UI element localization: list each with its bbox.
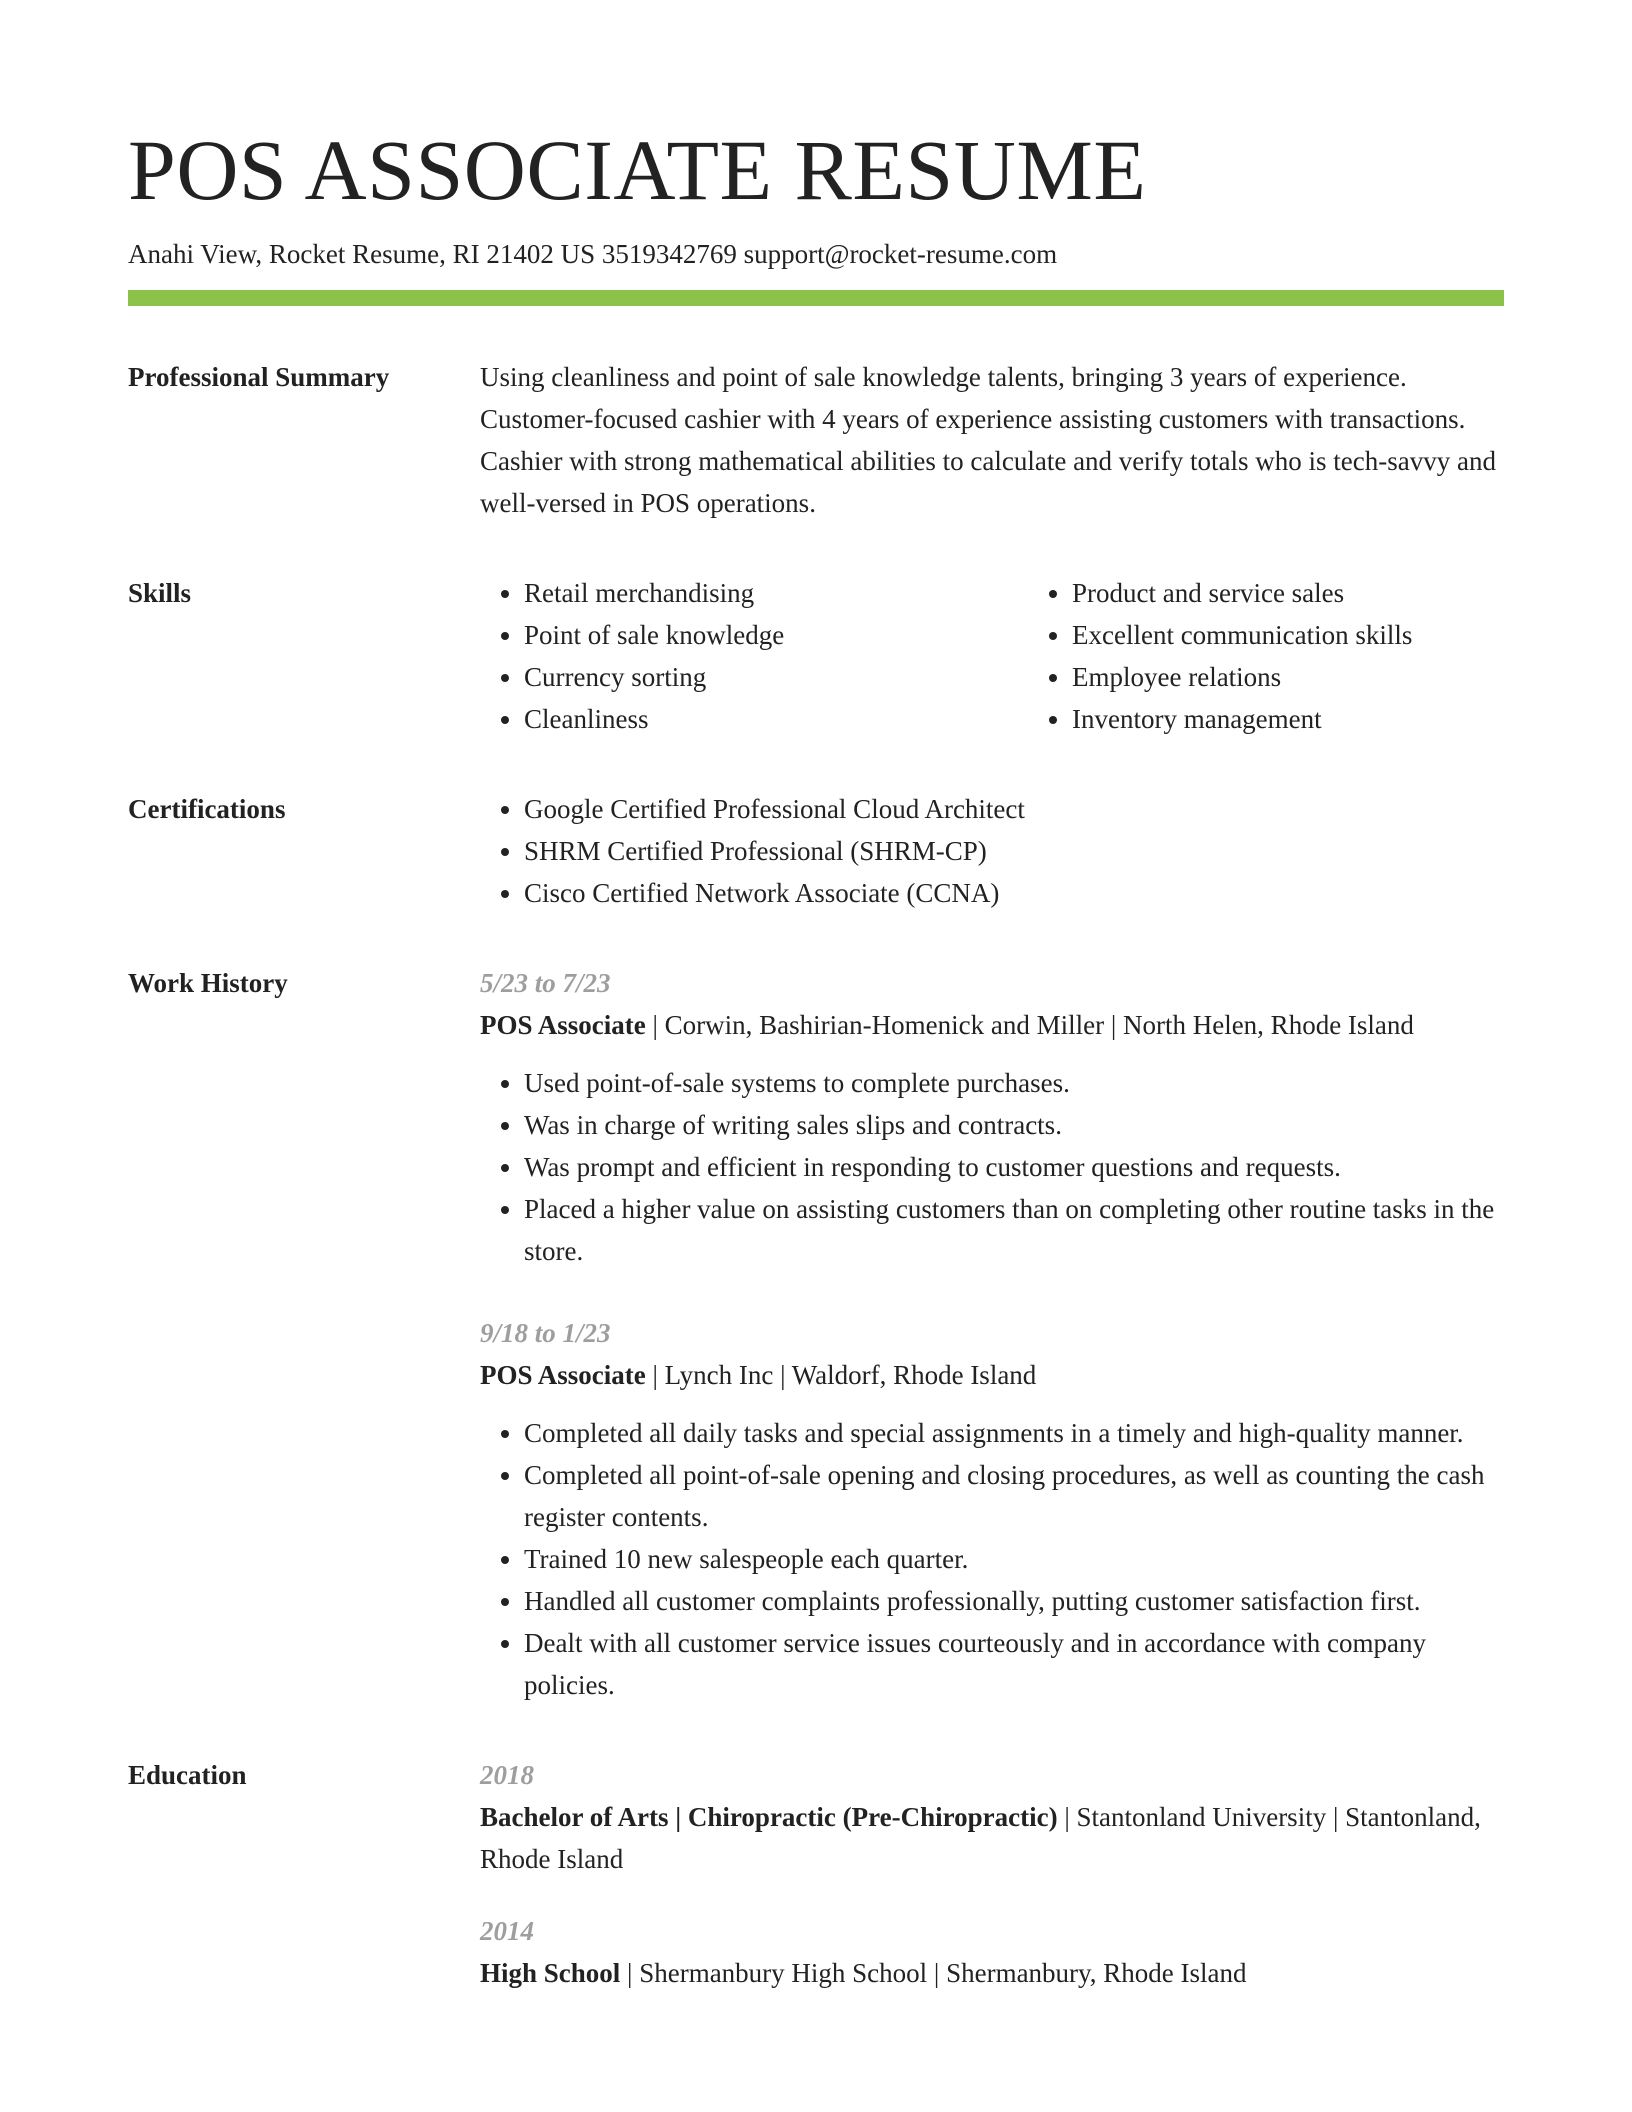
education-details: | Shermanbury High School | Shermanbury, Rhode Island <box>620 1958 1247 1988</box>
job-duty-item: • Dealt with all customer service issues courteously and in accordance with company policies. <box>524 1622 1504 1706</box>
job-details: | Corwin, Bashirian-Homenick and Miller | North Helen, Rhode Island <box>645 1010 1414 1040</box>
education-section <box>128 1754 1504 1994</box>
skill-item: • Cleanliness <box>524 698 1028 740</box>
page-title: POS ASSOCIATE RESUME <box>128 122 1147 218</box>
certifications-list <box>480 788 1504 914</box>
job-entry <box>480 962 1504 1272</box>
job-entry <box>480 1312 1504 1706</box>
section-label-certifications: Certifications <box>128 794 286 824</box>
job-duty-item: • Was in charge of writing sales slips and contracts. <box>524 1104 1504 1146</box>
section-label-work-history: Work History <box>128 968 288 998</box>
skill-item: • Point of sale knowledge <box>524 614 1028 656</box>
work-history-section <box>128 962 1504 1706</box>
resume-page <box>128 118 1504 1994</box>
summary-text: Using cleanliness and point of sale knowledge talents, bringing 3 years of experience. Customer-focused cashier with 4 years of experience assisting customers with transactions. Cashier with strong mathematical abilities to calculate and verify totals who is tech-savvy and well-versed in POS operations. <box>480 362 1496 518</box>
accent-divider <box>128 290 1504 306</box>
job-role-line <box>480 1354 1504 1396</box>
section-label-summary: Professional Summary <box>128 362 390 392</box>
section-label-education: Education <box>128 1760 247 1790</box>
job-duty-item: • Trained 10 new salespeople each quarter. <box>524 1538 1504 1580</box>
certification-item: • SHRM Certified Professional (SHRM-CP) <box>524 830 1504 872</box>
job-duty-item: • Handled all customer complaints professionally, putting customer satisfaction first. <box>524 1580 1504 1622</box>
job-duty-item: • Completed all daily tasks and special assignments in a timely and high-quality manner. <box>524 1412 1504 1454</box>
job-dates: 9/18 to 1/23 <box>480 1318 611 1348</box>
skill-item: • Employee relations <box>1072 656 1576 698</box>
education-line <box>480 1952 1504 1994</box>
education-degree: Bachelor of Arts | Chiropractic (Pre-Chiropractic) <box>480 1802 1058 1832</box>
skills-section <box>128 572 1504 740</box>
education-details: | Stantonland University | Stantonland, Rhode Island <box>480 1802 1481 1874</box>
summary-section <box>128 356 1504 524</box>
job-duty-item: • Used point-of-sale systems to complete purchases. <box>524 1062 1504 1104</box>
job-details: | Lynch Inc | Waldorf, Rhode Island <box>645 1360 1037 1390</box>
job-title: POS Associate <box>480 1010 646 1040</box>
skills-list-right <box>1028 572 1576 740</box>
skill-item: • Retail merchandising <box>524 572 1028 614</box>
contact-line: Anahi View, Rocket Resume, RI 21402 US 3519342769 support@rocket-resume.com <box>128 239 1058 269</box>
job-duty-item: • Placed a higher value on assisting customers than on completing other routine tasks in the store. <box>524 1188 1504 1272</box>
education-entry <box>480 1754 1504 1880</box>
skills-list-left <box>480 572 1028 740</box>
skill-item: • Product and service sales <box>1072 572 1576 614</box>
education-year: 2018 <box>480 1760 534 1790</box>
job-dates: 5/23 to 7/23 <box>480 968 611 998</box>
skill-item: • Currency sorting <box>524 656 1028 698</box>
job-title: POS Associate <box>480 1360 646 1390</box>
job-duty-item: • Was prompt and efficient in responding to customer questions and requests. <box>524 1146 1504 1188</box>
skill-item: • Inventory management <box>1072 698 1576 740</box>
job-duties-list <box>480 1062 1504 1272</box>
certification-item: • Google Certified Professional Cloud Architect <box>524 788 1504 830</box>
job-duties-list <box>480 1412 1504 1706</box>
certifications-section <box>128 788 1504 914</box>
job-role-line <box>480 1004 1504 1046</box>
education-degree: High School <box>480 1958 621 1988</box>
education-year: 2014 <box>480 1916 534 1946</box>
skill-item: • Excellent communication skills <box>1072 614 1576 656</box>
education-line <box>480 1796 1504 1880</box>
education-entry <box>480 1910 1504 1994</box>
section-label-skills: Skills <box>128 578 192 608</box>
job-duty-item: • Completed all point-of-sale opening and closing procedures, as well as counting the cash register contents. <box>524 1454 1504 1538</box>
certification-item: • Cisco Certified Network Associate (CCNA) <box>524 872 1504 914</box>
